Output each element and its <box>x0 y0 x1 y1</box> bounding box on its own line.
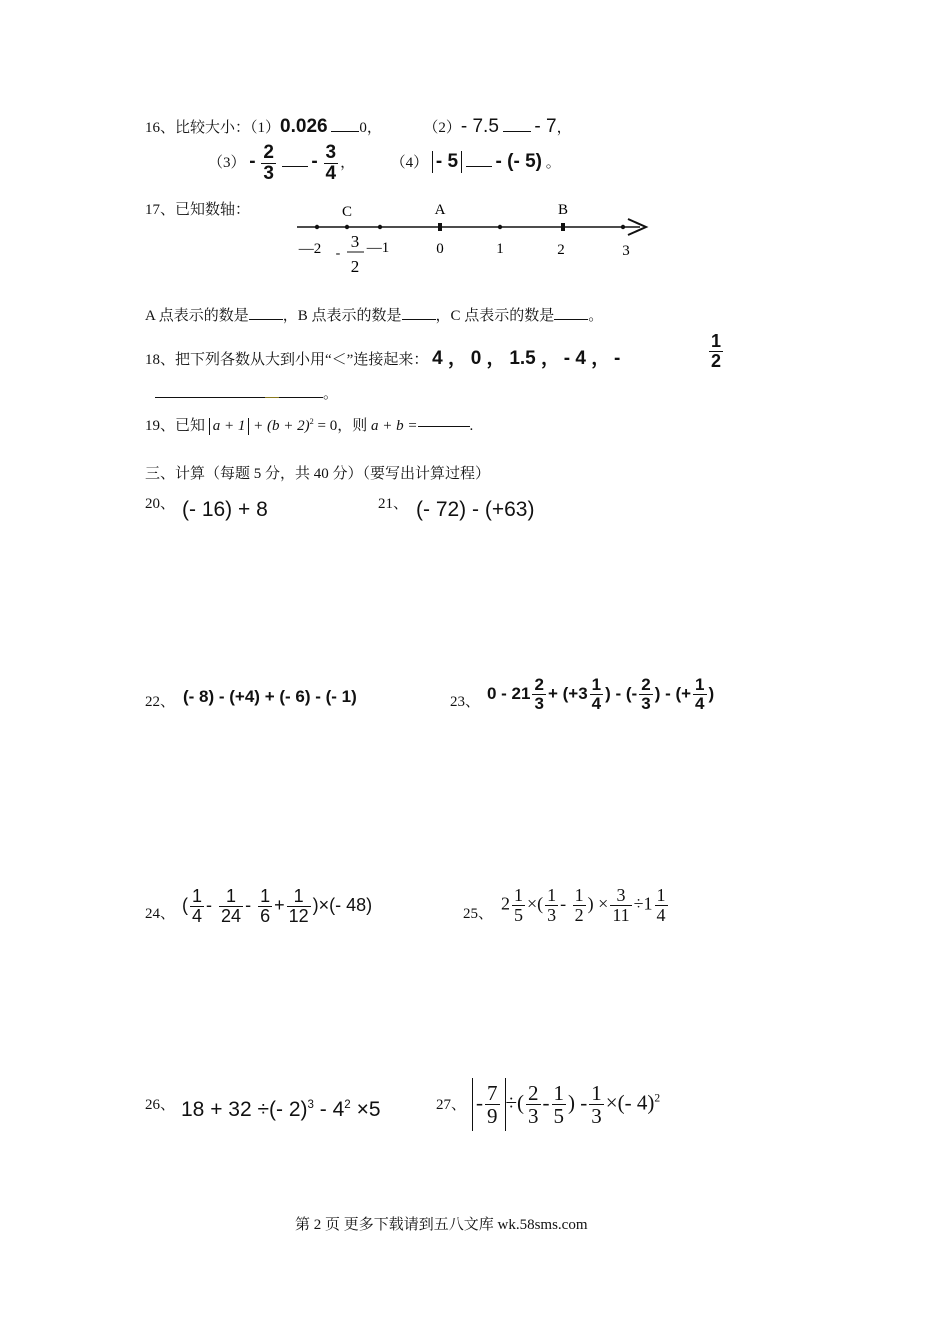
q19-text: 已知 <box>175 418 206 434</box>
q19-ask: a + b = <box>371 418 418 434</box>
q23-number: 23、 <box>450 694 481 710</box>
q16-p3-a-sign: - <box>249 150 256 172</box>
q24-expression <box>182 887 372 926</box>
c-value-numerator: 3 <box>350 232 360 251</box>
q19-end: . <box>469 418 474 434</box>
q23-part-4: ) - (+ <box>654 683 692 703</box>
q23-fraction-3: $\frac{2}{3}$ <box>641 675 651 713</box>
tick-label-neg1: —1 <box>366 240 390 256</box>
q23-part-2: + (+3 <box>547 683 588 703</box>
q17-answer-c-label: ，C 点表示的数是 <box>435 308 555 324</box>
q18-number-1: 4 ， <box>432 348 467 369</box>
tick-label-3: 3 <box>622 243 630 259</box>
tick-label-0: 0 <box>436 241 444 257</box>
point-c-dot <box>345 225 349 229</box>
tick-label-1: 1 <box>496 241 504 257</box>
q17-label <box>145 198 250 219</box>
q18-text: 把下列各数从大到小用“＜”连接起来： <box>175 352 429 368</box>
q19-abs: a + 1 <box>209 418 250 435</box>
q16-end: 。 <box>545 154 561 171</box>
q21-number: 21、 <box>378 496 409 512</box>
q18-line <box>145 343 620 370</box>
q16-p2-label: （2） <box>423 120 461 136</box>
q24-op-2: - <box>245 895 252 916</box>
q27-exponent: 2 <box>654 1092 661 1105</box>
q23-fraction-4: $\frac{1}{4}$ <box>695 675 705 713</box>
q26-part-2: - 4 <box>319 1098 345 1121</box>
q16-p4-label: （4） <box>390 154 429 171</box>
q26-exponent-1: 3 <box>307 1099 314 1111</box>
point-label-a: A <box>434 202 446 218</box>
q25-number: 25、 <box>463 906 494 922</box>
q16-p3-b-sign: - <box>311 150 318 172</box>
q26-part-1: 18 + 32 ÷(- 2) <box>181 1098 308 1121</box>
q16-p2-left: - 7.5 <box>460 116 499 137</box>
q16-line1: 16、比较大小：（1）0.026 0， （2）- 7.5 - 7， <box>145 116 572 137</box>
tick-dot-neg2 <box>315 225 319 229</box>
q24-fraction-2: $\frac{1}{24}$ <box>221 886 242 926</box>
q17-answer-c-blank[interactable] <box>554 319 588 320</box>
q18-number-5-sign: - <box>613 348 621 369</box>
q27-op-2: - <box>542 1090 550 1115</box>
q25-fraction-5: $\frac{1}{4}$ <box>656 885 666 925</box>
q27-op-3: ) - <box>568 1090 588 1115</box>
q26-expression <box>181 1098 381 1122</box>
tick-label-2: 2 <box>557 242 565 258</box>
tick-label-neg2: —2 <box>298 241 322 257</box>
q16-p4-right: - (- 5) <box>495 150 542 172</box>
q16-p1-label: （1） <box>250 120 281 136</box>
q27-op-1: ÷( <box>505 1090 525 1115</box>
q17-answer-a-blank[interactable] <box>249 319 283 320</box>
q24-close: )×(- 48) <box>312 895 373 916</box>
q23-fraction-1: $\frac{2}{3}$ <box>534 675 544 713</box>
q25-fraction-4: $\frac{3}{11}$ <box>612 885 630 925</box>
q26-part-3: ×5 <box>356 1098 381 1121</box>
q18-number-4: - 4 ， <box>563 348 611 369</box>
tick-dot-neg1 <box>378 225 382 229</box>
q21-expression: (- 72) - (+63) <box>416 498 535 521</box>
q18-answer-blank-2[interactable] <box>265 397 279 398</box>
q16-p1-right: 0， <box>359 120 382 136</box>
q19-rest: + (b + 2) <box>253 418 310 434</box>
q16-p3-b-fraction: $\frac{3}{4}$ <box>325 142 337 184</box>
q24-op-1: - <box>206 895 213 916</box>
q16-p3-label: （3） <box>208 154 246 171</box>
q17-intro: 已知数轴： <box>175 202 251 218</box>
point-label-c: C <box>341 204 353 220</box>
q27-fraction-3: $\frac{1}{5}$ <box>553 1081 565 1129</box>
q26-number: 26、 <box>145 1097 176 1113</box>
q26-exponent-2: 2 <box>344 1099 351 1111</box>
q20-number: 20、 <box>145 496 176 512</box>
q17-answer-b-label: ，B 点表示的数是 <box>282 308 402 324</box>
q22-number: 22、 <box>145 694 176 710</box>
q20-expression: (- 16) + 8 <box>182 498 268 521</box>
q23-part-5: ) <box>708 683 715 703</box>
q16-number: 16、 <box>145 120 176 136</box>
q25-expression <box>501 886 670 925</box>
c-value-denominator: 2 <box>350 257 360 276</box>
tick-dot-1 <box>498 225 502 229</box>
q25-op-1: ×( <box>527 893 544 914</box>
q19-blank[interactable] <box>418 426 470 427</box>
q18-answer-blank-3[interactable] <box>279 397 323 398</box>
q18-end: 。 <box>323 386 339 402</box>
point-a-dot <box>438 223 442 231</box>
q19-number: 19、 <box>145 418 176 434</box>
q16-p1-left: 0.026 <box>280 116 328 137</box>
q16-line2: （3） - $\frac{2}{3}$ - $\frac{3}{4}$ ， （4） - 5 - (- 5) 。 <box>208 142 561 184</box>
q18-last-fraction: $\frac{1}{2}$ <box>711 331 722 371</box>
q27-fraction-2: $\frac{2}{3}$ <box>528 1081 539 1129</box>
q16-p3-a-fraction: $\frac{2}{3}$ <box>263 142 274 184</box>
q16-p2-right: - 7 <box>534 116 557 137</box>
q18-answer-line <box>155 382 338 403</box>
q16-intro: 比较大小： <box>175 120 251 136</box>
q18-number: 18、 <box>145 352 176 368</box>
q25-whole: 2 <box>501 893 510 914</box>
q16-p3-blank[interactable] <box>282 166 308 167</box>
q25-op-3: ) × <box>587 893 609 914</box>
q16-p2-blank[interactable] <box>503 131 531 132</box>
point-label-b: B <box>557 202 569 218</box>
q23-part-1: 0 - 21 <box>487 683 531 703</box>
q19-eq: = 0 <box>317 418 338 434</box>
q18-number-3: 1.5 ， <box>509 348 561 369</box>
q23-fraction-2: $\frac{1}{4}$ <box>591 675 602 713</box>
number-line <box>280 195 660 285</box>
q18-answer-blank-1[interactable] <box>155 397 265 398</box>
q22-expression: (- 8) - (+4) + (- 6) - (- 1) <box>183 687 357 706</box>
q19-line <box>145 414 473 435</box>
q17-number: 17、 <box>145 202 176 218</box>
q24-fraction-3: $\frac{1}{6}$ <box>260 886 271 926</box>
q27-number: 27、 <box>436 1097 467 1113</box>
q24-fraction-1: $\frac{1}{4}$ <box>192 886 203 926</box>
q17-answer-line <box>145 304 603 325</box>
q23-expression <box>487 676 714 713</box>
q17-answer-end: 。 <box>588 308 604 324</box>
q25-fraction-1: $\frac{1}{5}$ <box>514 885 523 925</box>
q17-answer-b-blank[interactable] <box>402 319 436 320</box>
q27-abs: - $\frac{7}{9}$ <box>472 1078 506 1131</box>
q27-fraction-4: $\frac{1}{3}$ <box>591 1081 602 1129</box>
q18-number-2: 0 ， <box>470 348 506 369</box>
q24-number: 24、 <box>145 906 176 922</box>
q25-fraction-3: $\frac{1}{2}$ <box>574 885 584 925</box>
q16-p1-blank[interactable] <box>331 131 359 132</box>
section-3-heading: 三、计算（每题 5 分，共 40 分）（要写出计算过程） <box>145 466 491 482</box>
c-value-sign: - <box>335 246 341 261</box>
point-b-dot <box>561 223 565 231</box>
q24-fraction-4: $\frac{1}{12}$ <box>288 886 309 926</box>
q19-exponent: 2 <box>309 417 314 426</box>
page-footer: 第 2 页 更多下载请到五八文库 wk.58sms.com <box>295 1217 588 1233</box>
q24-open-paren: ( <box>182 895 188 916</box>
q24-op-3: + <box>274 895 285 916</box>
q23-part-3: ) - (- <box>605 683 638 703</box>
q27-expression <box>472 1078 660 1131</box>
q27-op-4: ×(- 4) <box>605 1090 655 1115</box>
q16-p4-abs: - 5 <box>432 151 462 173</box>
q25-fraction-2: $\frac{1}{3}$ <box>547 885 557 925</box>
q19-mid: ，则 <box>337 418 368 434</box>
q16-p4-blank[interactable] <box>466 166 492 167</box>
q25-op-4: ÷1 <box>633 893 653 914</box>
q17-answer-a-label: A 点表示的数是 <box>145 308 249 324</box>
q25-op-2: - <box>560 893 567 914</box>
tick-dot-3 <box>621 225 625 229</box>
